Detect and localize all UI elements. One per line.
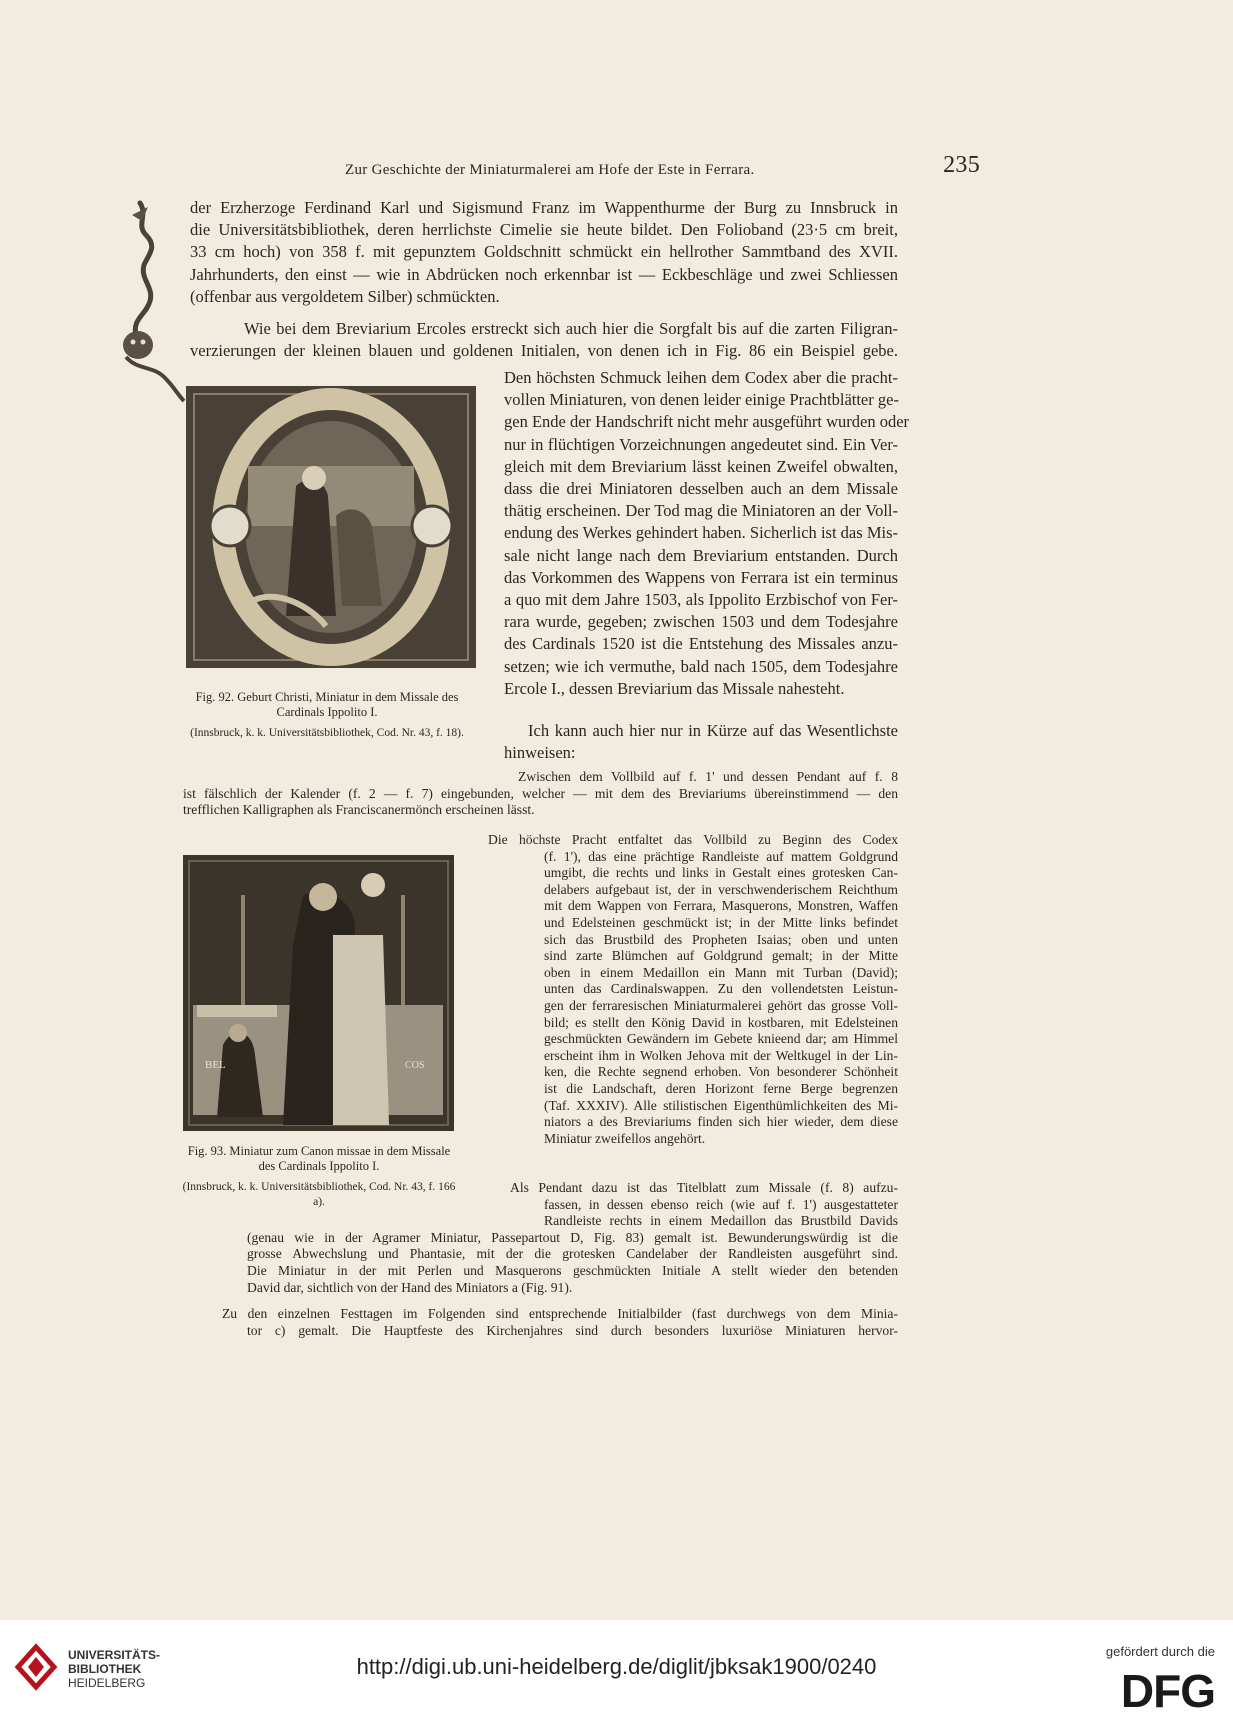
dragon-ornament-icon xyxy=(118,195,188,405)
text-line: sich das Brustbild des Propheten Isaias; oben und unten xyxy=(544,931,898,947)
text-line: Wie bei dem Breviarium Ercoles erstreckt sich auch hier die Sorgfalt bis auf die zarten Filigran- xyxy=(244,319,898,338)
text-line: dass die drei Miniatoren desselben auch an dem Missale xyxy=(504,479,898,499)
text-line: das Vorkommen des Wappens von Ferrara ist ein terminus xyxy=(504,567,898,587)
dfg-logo[interactable]: DFG xyxy=(1120,1665,1215,1717)
text-line: trefflichen Kalligraphen als Franciscanermönch erscheinen lässt. xyxy=(183,802,535,818)
text-line: Jahrhunderts, den einst — wie in Abdrücken noch erkennbar ist — Eckbeschläge und zwei Schliessen xyxy=(190,264,898,284)
text-line: Den höchsten Schmuck leihen dem Codex aber die pracht- xyxy=(504,368,898,387)
text-line: rara wurde, gegeben; zwischen 1503 und dem Todesjahre xyxy=(504,612,898,632)
text-line: (Taf. XXXIV). Alle stilistischen Eigenthümlichkeiten des Mi- xyxy=(544,1097,898,1113)
text-line: bild; es stellt den König David in kostbaren, mit Edelsteinen xyxy=(544,1014,898,1030)
text-line: Randleiste rechts in einem Medaillon das Brustbild Davids xyxy=(544,1213,898,1229)
figure-92-nativity-miniature xyxy=(186,386,476,668)
text-line: niators a des Breviariums finden sich hier wieder, dem diese xyxy=(544,1114,898,1130)
text-line: gen Ende der Handschrift nicht mehr ausgeführt wurden oder xyxy=(504,412,910,432)
paragraph-8 xyxy=(222,1306,898,1339)
text-line: umgibt, die rechts und links in Gestalt eines grotesken Can- xyxy=(544,865,898,881)
funded-by-label: gefördert durch die xyxy=(1105,1644,1215,1659)
figure-92-caption xyxy=(176,690,478,741)
text-line: vollen Miniaturen, von denen leider einige Prachtblätter ge- xyxy=(504,390,899,410)
text-line: ist die Landschaft, deren Horizont ferne Berge begrenzen xyxy=(544,1080,898,1096)
text-line: a quo mit dem Jahre 1503, als Ippolito Erzbischof von Fer- xyxy=(504,590,898,610)
text-line: gen der ferraresischen Miniaturmalerei gehört das grosse Voll- xyxy=(544,997,898,1013)
text-line: Die höchste Pracht entfaltet das Vollbild zu Beginn des Codex xyxy=(488,832,898,847)
text-line: oben in einem Medaillon ein Mann mit Turban (David); xyxy=(544,964,898,980)
text-line: unten das Cardinalswappen. Zu den vollendetsten Leistun- xyxy=(544,981,898,997)
text-line: endung des Werkes gehindert haben. Sicherlich ist das Mis- xyxy=(504,523,898,543)
text-line: des Cardinals 1520 ist die Entstehung des Missales anzu- xyxy=(504,634,898,654)
text-line: Zu den einzelnen Festtagen im Folgenden sind entsprechende Initialbilder (fast durchwegs von dem Minia- xyxy=(222,1306,898,1321)
text-line: verzierungen der kleinen blauen und goldenen Initialen, von denen ich in Fig. 86 ein Beispiel gebe. xyxy=(190,341,898,361)
nativity-illustration xyxy=(186,386,476,668)
library-line: UNIVERSITÄTS- xyxy=(68,1648,161,1662)
text-line: ist fälschlich der Kalender (f. 2 — f. 7) eingebunden, welcher — mit dem des Breviariums übereinstimmend — den xyxy=(183,785,898,801)
text-line: erscheint ihm in Wolken Jehova mit der Weltkugel in der Lin- xyxy=(544,1047,898,1063)
text-line: (genau wie in der Agramer Miniatur, Passepartout D, Fig. 83) gemalt ist. Bewunderungswürdig ist die xyxy=(247,1229,898,1245)
library-line: BIBLIOTHEK xyxy=(68,1662,142,1676)
text-line: geschmückten Gewändern im Gebete knieend dar; am Himmel xyxy=(544,1031,898,1047)
text-line: Zwischen dem Vollbild auf f. 1' und dessen Pendant auf f. 8 xyxy=(518,769,898,784)
text-line: sind zarte Blümchen auf Goldgrund gemalt; in der Mitte xyxy=(544,948,898,964)
library-line: HEIDELBERG xyxy=(68,1676,146,1690)
paragraph-2 xyxy=(190,318,898,362)
text-line: ken, die Rechte segnend erhoben. Von besonderer Schönheit xyxy=(544,1064,898,1080)
digital-library-url-link[interactable]: http://digi.ub.uni-heidelberg.de/diglit/jbksak1900/0240 xyxy=(356,1654,877,1679)
paragraph-1 xyxy=(190,197,898,308)
paragraph-5 xyxy=(183,769,898,819)
figure-92-caption-title: Fig. 92. Geburt Christi, Miniatur in dem Missale des Cardinals Ippolito I. xyxy=(195,690,459,719)
paragraph-7 xyxy=(247,1180,898,1296)
figure-93-caption-source: (Innsbruck, k. k. Universitätsbibliothek, Cod. Nr. 43, f. 166 a). xyxy=(182,1181,456,1208)
figure-93-canon-missae-miniature xyxy=(183,855,454,1131)
canon-missae-illustration xyxy=(183,855,454,1131)
text-line: die Universitätsbibliothek, deren herrlichste Cimelie sie heute bildet. Den Folioband (23·5 cm breit, xyxy=(190,220,898,240)
paragraph-6 xyxy=(488,832,898,1147)
text-line: thätig erscheinen. Der Tod mag die Miniatoren an der Voll- xyxy=(504,501,898,521)
text-line: gleich mit dem Breviarium lässt keinen Zweifel obwalten, xyxy=(504,456,898,476)
text-line: delabers aufgebaut ist, der in verschwenderischem Reichthum xyxy=(544,881,898,897)
text-line: (f. 1'), das eine prächtige Randleiste auf mattem Goldgrund xyxy=(544,848,898,864)
text-line: Ich kann auch hier nur in Kürze auf das Wesentlichste xyxy=(528,721,898,740)
text-line: tor c) gemalt. Die Hauptfeste des Kirchenjahres sind durch besonders luxuriöse Miniaturen hervor- xyxy=(247,1322,898,1338)
text-line: hinweisen: xyxy=(504,743,576,763)
text-line: (offenbar aus vergoldetem Silber) schmückten. xyxy=(190,286,500,306)
text-line: grosse Abwechslung und Phantasie, mit der die grotesken Candelaber der Randleisten ausgeführt sind. xyxy=(247,1246,898,1262)
text-line: der Erzherzoge Ferdinand Karl und Sigismund Franz im Wappenthurme der Burg zu Innsbruck in xyxy=(190,198,898,217)
figure-93-caption-title: Fig. 93. Miniatur zum Canon missae in dem Missale des Cardinals Ippolito I. xyxy=(187,1144,451,1173)
text-line: Als Pendant dazu ist das Titelblatt zum Missale (f. 8) aufzu- xyxy=(510,1180,898,1195)
text-line: setzen; wie ich vermuthe, bald nach 1505, dem Todesjahre xyxy=(504,656,898,676)
fig93-inscription-left: BEL xyxy=(205,1059,226,1071)
text-line: sale nicht lange nach dem Breviarium entstanden. Durch xyxy=(504,545,898,565)
paragraph-3 xyxy=(504,367,910,700)
text-line: David dar, sichtlich von der Hand des Miniators a (Fig. 91). xyxy=(247,1279,573,1295)
text-line: und Edelsteinen geschmückt ist; in der Mitte links befindet xyxy=(544,914,898,930)
paragraph-4 xyxy=(504,720,898,764)
text-line: 33 cm hoch) von 358 f. mit gepunztem Goldschnitt schmückt ein hellrother Sammtband des XVII. xyxy=(190,242,898,262)
text-line: Ercole I., dessen Breviarium das Missale nahesteht. xyxy=(504,678,845,698)
text-line: fassen, in dessen ebenso reich (wie auf f. 1') ausgestatteter xyxy=(544,1196,898,1212)
text-line: Miniatur zweifellos angehört. xyxy=(544,1130,706,1146)
text-line: nur in flüchtigen Vorzeichnungen angedeutet sind. Ein Ver- xyxy=(504,434,898,454)
fig93-inscription-right: COS xyxy=(405,1060,425,1071)
page-number: 235 xyxy=(943,152,980,178)
figure-92-caption-source: (Innsbruck, k. k. Universitätsbibliothek, Cod. Nr. 43, f. 18). xyxy=(190,727,464,739)
text-line: mit dem Wappen von Ferrara, Masquerons, Monstren, Waffen xyxy=(544,898,898,914)
running-title: Zur Geschichte der Miniaturmalerei am Hofe der Este in Ferrara. xyxy=(345,162,755,178)
text-line: Die Miniatur in der mit Perlen und Masquerons geschmückten Initiale A stellt wieder den betenden xyxy=(247,1262,898,1278)
